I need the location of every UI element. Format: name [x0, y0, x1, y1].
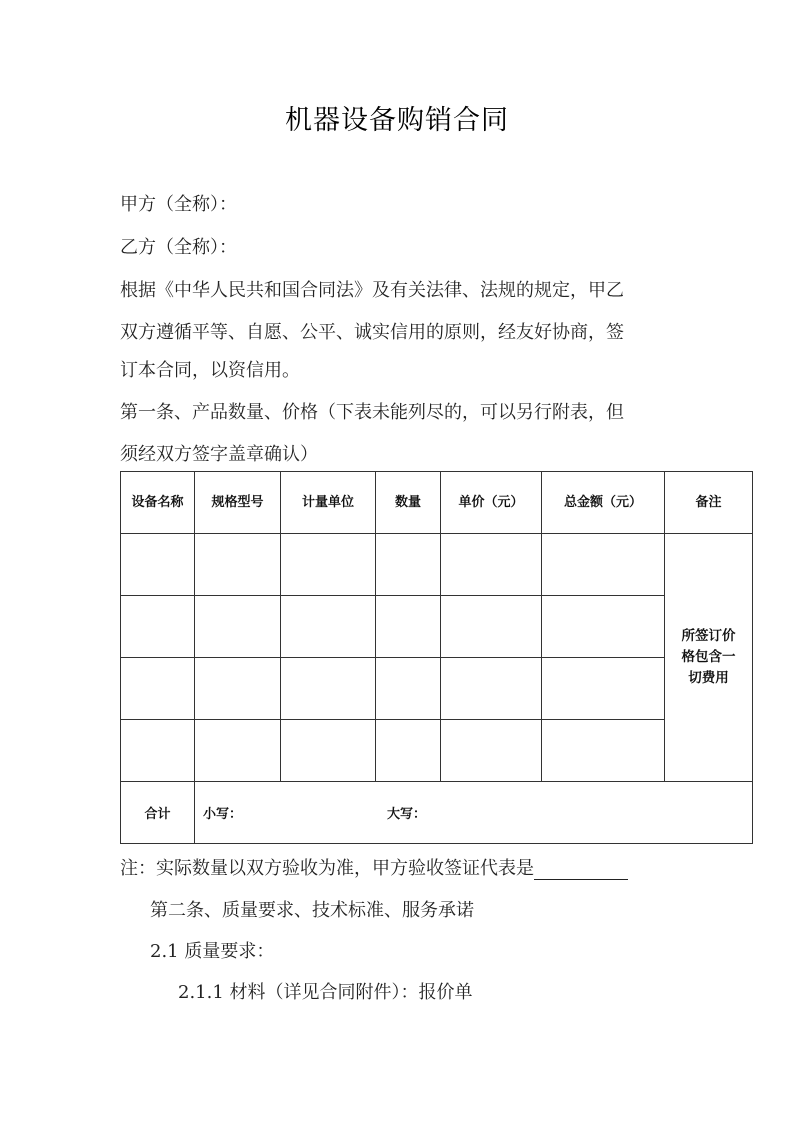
section-2-1-1-text: 2.1.1 材料（详见合同附件）：报价单 [178, 982, 473, 1003]
cell-quantity[interactable] [376, 596, 441, 658]
total-label: 合计 [121, 782, 195, 844]
cell-unit[interactable] [281, 534, 376, 596]
article1-line-2: 须经双方签字盖章确认） [120, 444, 318, 465]
lowercase-amount-label: 小写： [203, 807, 243, 822]
remark-cell: 所签订价格包含一切费用 [665, 534, 753, 782]
product-table [120, 471, 753, 844]
cell-total-amount[interactable] [542, 658, 665, 720]
table-row [121, 534, 753, 596]
document-title: 机器设备购销合同 [285, 105, 509, 136]
acceptance-note-text: 注：实际数量以双方验收为准，甲方验收签证代表是 [120, 858, 534, 879]
representative-blank[interactable] [534, 863, 628, 880]
cell-spec-model[interactable] [195, 658, 281, 720]
cell-total-amount[interactable] [542, 534, 665, 596]
cell-spec-model[interactable] [195, 596, 281, 658]
cell-total-amount[interactable] [542, 596, 665, 658]
header-total-amount: 总金额（元） [542, 472, 665, 534]
cell-quantity[interactable] [376, 720, 441, 782]
header-equipment-name: 设备名称 [121, 472, 195, 534]
section-2-1-heading: 2.1 质量要求： [150, 941, 275, 962]
cell-unit[interactable] [281, 720, 376, 782]
cell-unit-price[interactable] [441, 720, 542, 782]
preamble-line-3: 订本合同，以资信用。 [120, 360, 300, 381]
cell-quantity[interactable] [376, 658, 441, 720]
table-header-row [121, 472, 753, 534]
header-remark: 备注 [665, 472, 753, 534]
table-row [121, 658, 753, 720]
cell-total-amount[interactable] [542, 720, 665, 782]
cell-unit[interactable] [281, 658, 376, 720]
preamble-line-1: 根据《中华人民共和国合同法》及有关法律、法规的规定，甲乙 [120, 280, 624, 301]
header-quantity: 数量 [376, 472, 441, 534]
article2-heading: 第二条、质量要求、技术标准、服务承诺 [150, 900, 474, 921]
uppercase-amount-label: 大写： [387, 807, 427, 822]
total-row [121, 782, 753, 844]
table-row [121, 596, 753, 658]
cell-unit-price[interactable] [441, 534, 542, 596]
cell-equipment-name[interactable] [121, 596, 195, 658]
party-b-label: 乙方（全称）： [120, 237, 237, 258]
cell-equipment-name[interactable] [121, 720, 195, 782]
total-amount-cell[interactable] [195, 782, 753, 844]
header-unit-price: 单价（元） [441, 472, 542, 534]
party-a-label: 甲方（全称）： [120, 194, 237, 215]
header-spec-model: 规格型号 [195, 472, 281, 534]
table-row [121, 720, 753, 782]
cell-equipment-name[interactable] [121, 658, 195, 720]
cell-unit[interactable] [281, 596, 376, 658]
cell-unit-price[interactable] [441, 658, 542, 720]
header-unit: 计量单位 [281, 472, 376, 534]
preamble-line-2: 双方遵循平等、自愿、公平、诚实信用的原则，经友好协商，签 [120, 322, 624, 343]
cell-quantity[interactable] [376, 534, 441, 596]
cell-equipment-name[interactable] [121, 534, 195, 596]
acceptance-note [120, 854, 628, 880]
article1-line-1: 第一条、产品数量、价格（下表未能列尽的，可以另行附表，但 [120, 402, 624, 423]
cell-spec-model[interactable] [195, 720, 281, 782]
cell-spec-model[interactable] [195, 534, 281, 596]
cell-unit-price[interactable] [441, 596, 542, 658]
